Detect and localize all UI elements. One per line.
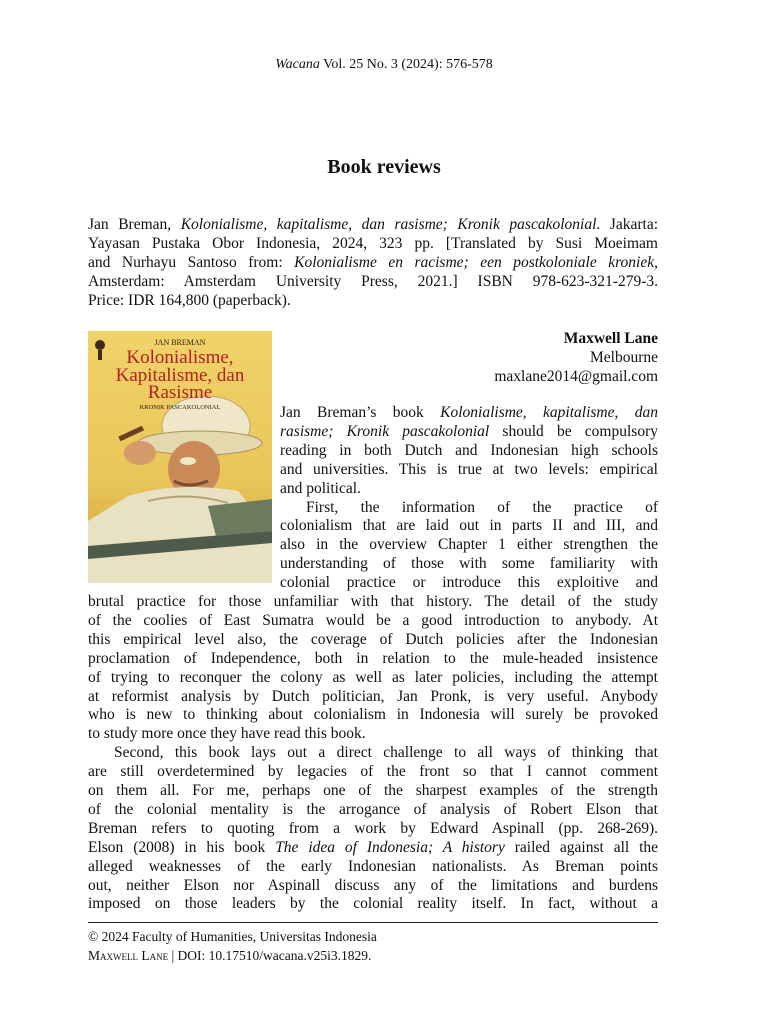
- citation-line: [88, 234, 658, 253]
- journal-name: Wacana: [275, 57, 320, 72]
- body-segment: colonial practice or introduce this exploitive and: [280, 574, 658, 592]
- cover-title-line-2: Kapitalisme, dan: [115, 365, 245, 386]
- body-line: [88, 858, 658, 877]
- body-line: [88, 593, 658, 612]
- reviewer-block: [494, 329, 658, 386]
- body-segment: reading in both Dutch and Indonesian high schools: [280, 441, 658, 459]
- body-line: [280, 480, 658, 499]
- body-segment: of the colonial mentality is the arrogance of analysis of Robert Elson that: [88, 800, 658, 818]
- body-line: [280, 574, 658, 593]
- body-line: [88, 650, 658, 669]
- body-line: [280, 517, 658, 536]
- reviewer-email: maxlane2014@gmail.com: [494, 368, 658, 385]
- body-segment: First, the information of the practice of: [306, 498, 658, 516]
- journal-citation: Vol. 25 No. 3 (2024): 576-578: [319, 57, 493, 72]
- footer-divider: [88, 922, 658, 923]
- body-segment: Second, this book lays out a direct challenge to all ways of thinking that: [114, 744, 658, 762]
- body-segment: railed against all the: [504, 838, 659, 856]
- body-segment: alleged weaknesses of the early Indonesian nationalists. As Breman points: [88, 857, 658, 875]
- body-segment: of trying to reconquer the colony as well as later policies, including the attempt: [88, 668, 658, 686]
- footer-doi-line: [88, 948, 371, 964]
- body-segment: who is new to thinking about colonialism in Indonesia will surely be provoked: [88, 706, 658, 724]
- footer-doi: | DOI: 10.17510/wacana.v25i3.1829.: [168, 948, 372, 963]
- book-cover-image: [88, 331, 272, 583]
- body-line: [280, 461, 658, 480]
- body-segment: rasisme; Kronik pascakolonial: [280, 422, 490, 440]
- body-segment: colonialism that are laid out in parts II and III, and: [280, 517, 658, 535]
- body-line: [88, 839, 658, 858]
- body-line: [88, 631, 658, 650]
- body-segment: Elson (2008) in his book: [88, 838, 276, 856]
- body-segment: Jan Breman’s book: [280, 404, 441, 421]
- body-segment: also in the overview Chapter 1 either strengthen the: [280, 536, 658, 554]
- footer-author: Maxwell Lane: [88, 948, 169, 963]
- citation-segment: Price: IDR 164,800 (paperback).: [88, 292, 291, 309]
- body-line: [88, 669, 658, 688]
- citation-line: [88, 215, 658, 234]
- body-line: [88, 706, 658, 725]
- citation-segment: and Nurhayu Santoso from:: [88, 254, 295, 271]
- body-segment: Kolonialisme, kapitalisme, dan: [440, 404, 658, 421]
- body-line: [88, 820, 658, 839]
- body-line: [88, 782, 658, 801]
- body-segment: and political.: [280, 479, 361, 497]
- citation-segment: Yayasan Pustaka Obor Indonesia, 2024, 323 pp. [Translated by Susi Moeimam: [88, 235, 658, 252]
- body-line: [88, 895, 658, 914]
- body-line: [280, 423, 658, 442]
- body-line: [280, 555, 658, 574]
- body-segment: out, neither Elson nor Aspinall discuss any of the limitations and burdens: [88, 876, 658, 894]
- book-citation: [88, 215, 658, 310]
- body-line: [88, 612, 658, 631]
- reviewer-location: Melbourne: [589, 349, 658, 366]
- body-line: [88, 801, 658, 820]
- citation-segment: Jan Breman,: [88, 216, 181, 233]
- body-segment: brutal practice for those unfamiliar with that history. The detail of the study: [88, 593, 658, 610]
- body-segment: are still overdetermined by legacies of the front so that I cannot comment: [88, 763, 658, 781]
- body-segment: should be compulsory: [489, 422, 658, 440]
- footer-copyright: © 2024 Faculty of Humanities, Universitas Indonesia: [88, 929, 377, 944]
- citation-line: [88, 272, 658, 291]
- body-segment: on them all. For me, perhaps one of the sharpest examples of the strength: [88, 782, 658, 799]
- body-line: [306, 499, 658, 518]
- citation-line: [88, 253, 658, 272]
- body-line: [88, 688, 658, 707]
- body-line: [88, 877, 658, 896]
- body-line: [280, 442, 658, 461]
- citation-segment: Kolonialisme en racisme; een postkoloniale kroniek: [294, 254, 655, 271]
- body-segment: of the coolies of East Sumatra would be a good introduction to anybody. At: [88, 611, 658, 629]
- body-line: [88, 725, 658, 744]
- citation-segment: Amsterdam: Amsterdam University Press, 2021.] ISBN 978-623-321-279-3.: [88, 273, 658, 290]
- citation-segment: ,: [654, 254, 659, 271]
- body-segment: proclamation of Independence, both in relation to the mule-headed insistence: [88, 649, 658, 667]
- cover-subtitle: KRONIK PASCAKOLONIAL: [139, 404, 221, 411]
- citation-segment: . Jakarta:: [596, 216, 659, 233]
- citation-line: [88, 291, 658, 310]
- cover-title-line-3: Rasisme: [147, 382, 213, 403]
- cover-author: JAN BREMAN: [154, 338, 206, 347]
- cover-title-line-1: Kolonialisme,: [126, 347, 234, 368]
- body-segment: to study more once they have read this book.: [88, 725, 366, 743]
- journal-header: [0, 57, 768, 73]
- body-segment: understanding of those with some familiarity with: [280, 555, 658, 573]
- body-segment: and universities. This is true at two levels: empirical: [280, 460, 658, 478]
- body-line: [280, 404, 658, 423]
- citation-segment: Kolonialisme, kapitalisme, dan rasisme; Kronik pascakolonial: [180, 216, 597, 233]
- reviewer-name: Maxwell Lane: [563, 330, 658, 347]
- body-segment: at reformist analysis by Dutch politician, Jan Pronk, is very useful. Anybody: [88, 687, 658, 705]
- body-segment: The idea of Indonesia; A history: [275, 838, 505, 856]
- body-segment: Breman refers to quoting from a work by Edward Aspinall (pp. 268-269).: [88, 819, 658, 837]
- section-title: Book reviews: [327, 156, 441, 178]
- body-line: [88, 763, 658, 782]
- body-segment: this empirical level also, the coverage of Dutch policies after the Indonesian: [88, 630, 658, 648]
- body-line: [114, 744, 658, 763]
- body-line: [280, 536, 658, 555]
- body-segment: imposed on those leaders by the colonial reality itself. In fact, without a: [88, 895, 658, 913]
